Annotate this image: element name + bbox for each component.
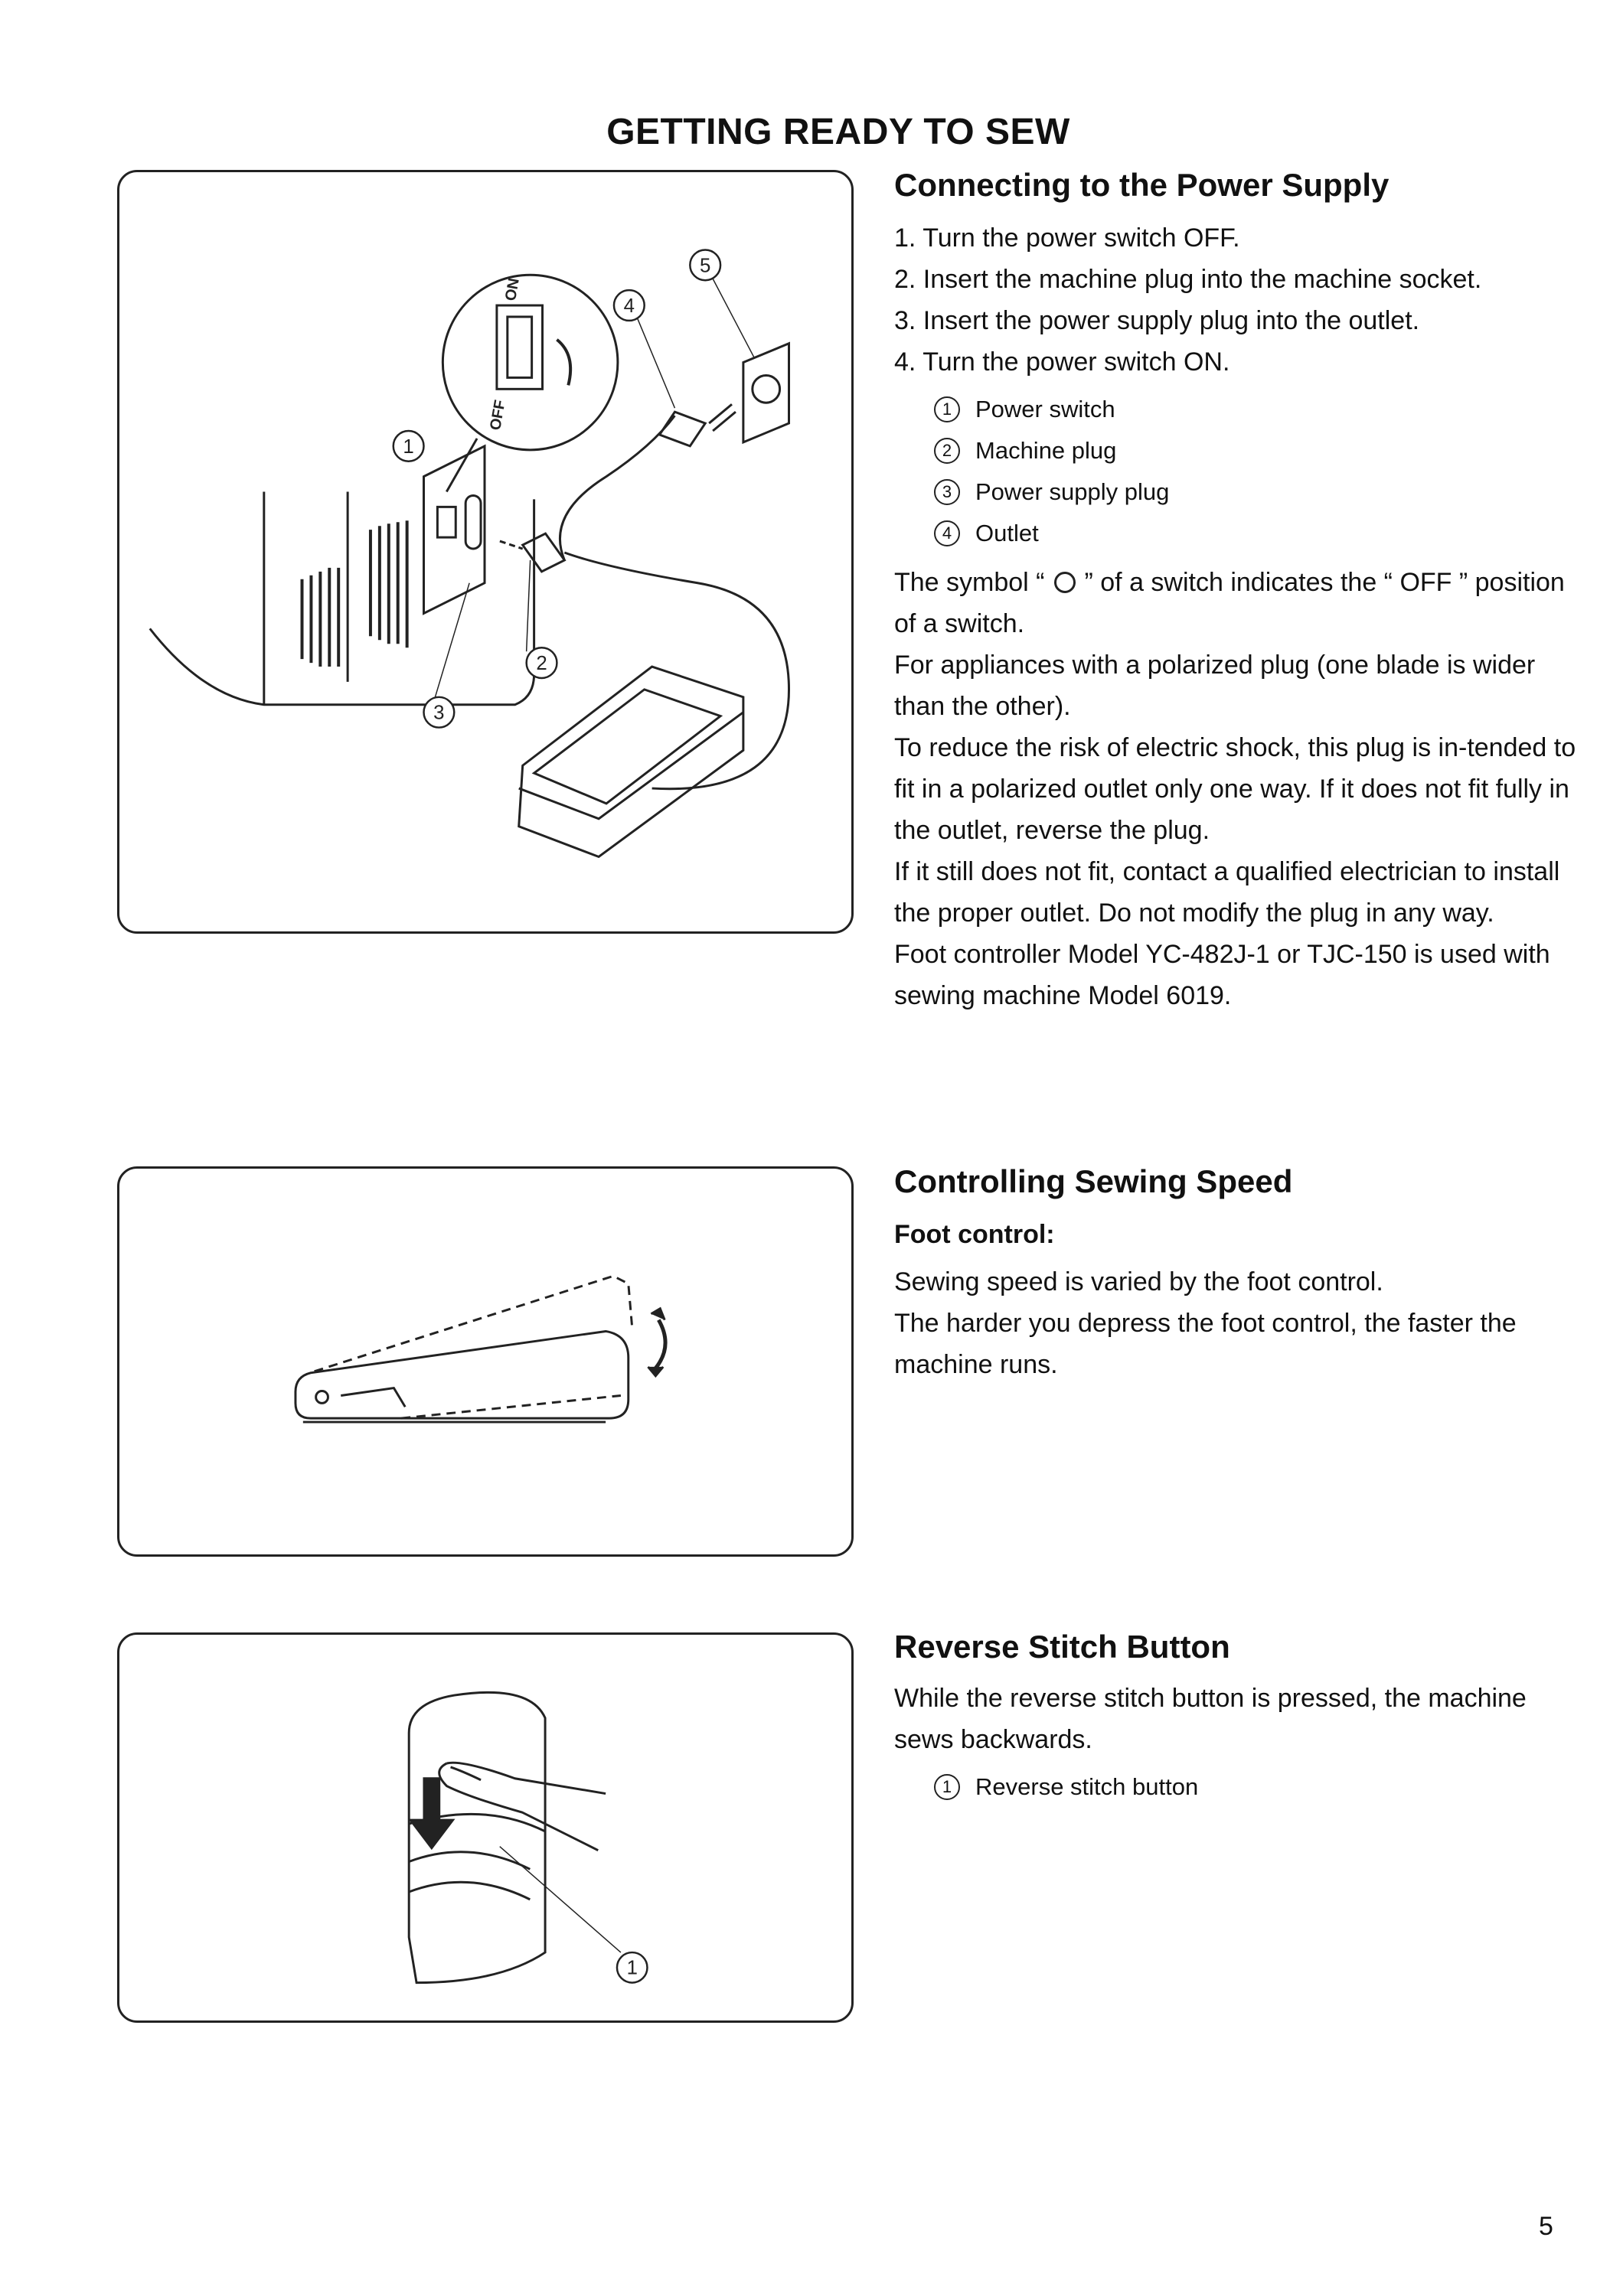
legend-label: Outlet (975, 520, 1039, 546)
callout-3: 3 (433, 702, 445, 724)
off-symbol-icon (1054, 572, 1076, 593)
callout-2: 2 (536, 653, 547, 675)
power-supply-illustration (119, 172, 851, 931)
legend-number: 4 (934, 520, 960, 546)
legend-number: 1 (934, 396, 960, 422)
symbol-paragraph (894, 562, 1583, 644)
legend-item (934, 389, 1583, 430)
shock-paragraph: To reduce the risk of electric shock, this plug is in-tended to fit in a polarized outlet only one way. If it does not fit fully in the outlet, reverse the plug. (894, 733, 1576, 845)
symbol-text-post: ” of a switch indicates the “ OFF ” position of a switch. (894, 568, 1565, 638)
legend-item (934, 1766, 1583, 1808)
speed-heading: Controlling Sewing Speed (894, 1163, 1293, 1199)
reverse-button-figure (117, 1632, 854, 2023)
legend-number: 3 (934, 479, 960, 505)
step-item: 3. Insert the power supply plug into the outlet. (894, 306, 1420, 335)
foot-control-subheading: Foot control: (894, 1220, 1055, 1249)
step-item: 2. Insert the machine plug into the machine socket. (894, 265, 1482, 294)
speed-section (894, 1160, 1583, 1385)
page-number: 5 (1539, 2212, 1553, 2241)
foot-control-illustration (119, 1169, 851, 1554)
power-heading: Connecting to the Power Supply (894, 167, 1390, 203)
reverse-section (894, 1626, 1583, 1815)
reverse-button-illustration (119, 1635, 851, 2020)
switch-on-label: ON (502, 276, 523, 302)
reverse-legend (934, 1766, 1583, 1808)
power-legend (934, 389, 1583, 554)
legend-label: Machine plug (975, 437, 1117, 464)
callout-5: 5 (700, 255, 711, 277)
power-section (894, 164, 1583, 1016)
step-item: 1. Turn the power switch OFF. (894, 223, 1240, 253)
reverse-paragraph: While the reverse stitch button is pressed, the machine sews backwards. (894, 1684, 1527, 1754)
legend-label: Power switch (975, 396, 1115, 422)
callout-4: 4 (623, 295, 635, 317)
page-title: GETTING READY TO SEW (606, 112, 1070, 152)
model-paragraph: Foot controller Model YC-482J-1 or TJC-150 is used with sewing machine Model 6019. (894, 940, 1550, 1010)
power-supply-figure (117, 170, 854, 934)
reverse-heading: Reverse Stitch Button (894, 1629, 1230, 1665)
legend-item (934, 513, 1583, 554)
symbol-text-pre: The symbol “ (894, 568, 1045, 597)
legend-number: 2 (934, 438, 960, 464)
speed-paragraph-2: The harder you depress the foot control, the faster the machine runs. (894, 1309, 1517, 1379)
machine-plug-shape (523, 533, 565, 572)
power-plug-shape (660, 412, 706, 446)
legend-item (934, 471, 1583, 513)
callout-reverse: 1 (626, 1957, 638, 1979)
finger-shape (447, 1763, 606, 1793)
step-item: 4. Turn the power switch ON. (894, 347, 1230, 377)
callout-1: 1 (403, 435, 414, 458)
polarized-paragraph: For appliances with a polarized plug (one blade is wider than the other). (894, 651, 1536, 721)
figure1-callouts (394, 249, 720, 727)
machine-body-outline (150, 499, 534, 704)
power-steps (894, 217, 1583, 383)
outlet-shape (743, 344, 789, 442)
legend-number: 1 (934, 1774, 960, 1800)
legend-item (934, 430, 1583, 471)
legend-label: Reverse stitch button (975, 1773, 1199, 1800)
switch-magnifier (442, 275, 618, 450)
pedal-shape (296, 1331, 629, 1418)
legend-label: Power supply plug (975, 478, 1170, 505)
electrician-paragraph: If it still does not fit, contact a qualified electrician to install the proper outlet. Do not modify the plug in any way. (894, 857, 1560, 928)
switch-off-label: OFF (487, 398, 509, 432)
foot-control-figure (117, 1166, 854, 1557)
speed-paragraph-1: Sewing speed is varied by the foot control. (894, 1267, 1383, 1296)
foot-controller-shape (519, 667, 743, 856)
